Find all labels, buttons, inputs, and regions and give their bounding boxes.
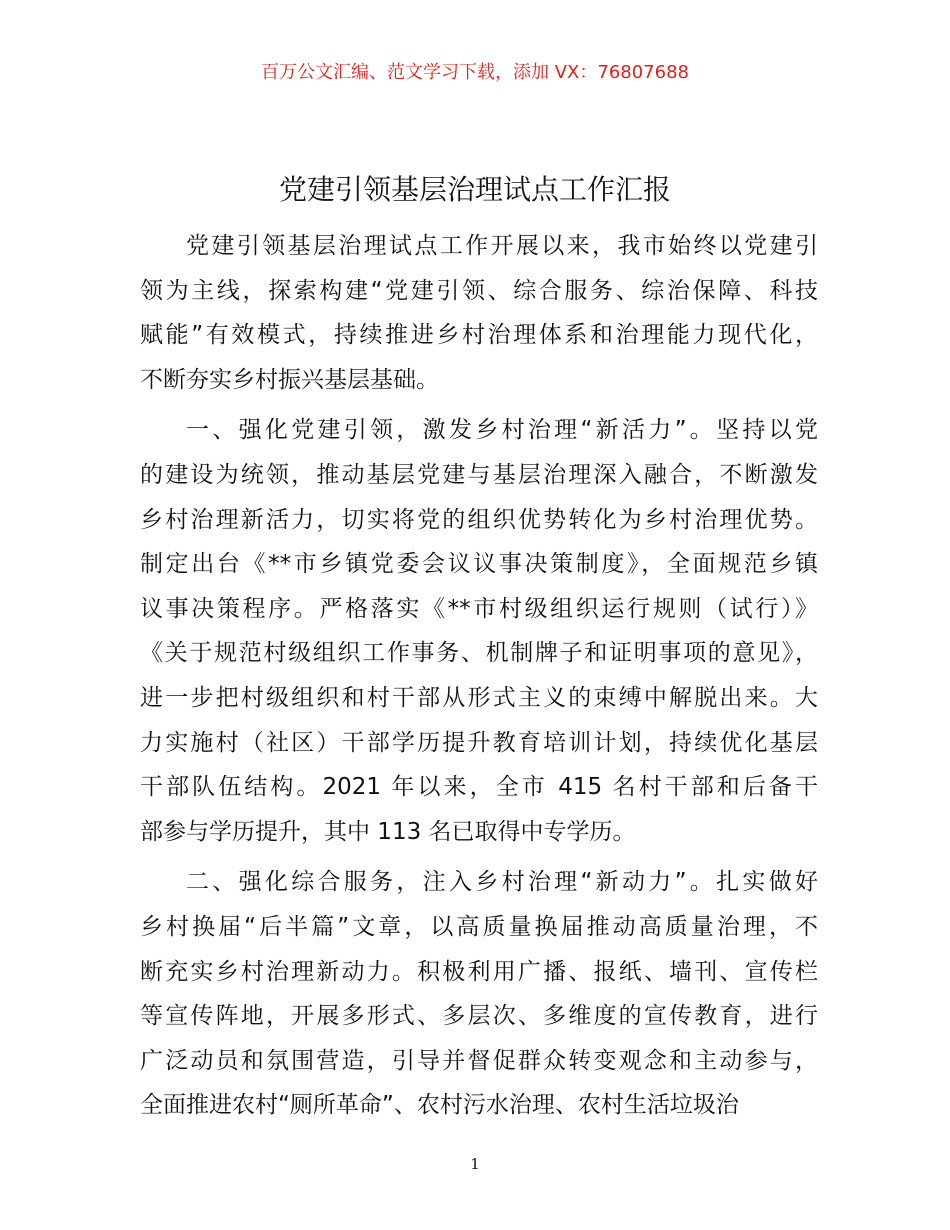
text-line: 干部队伍结构。2021 年以来，全市 415 名村干部和后备干 [140,774,818,801]
document-body [140,224,818,1134]
text-line: 断充实乡村治理新动力。积极利用广播、报纸、墙刊、宣传栏 [140,958,818,985]
text-line: 广泛动员和氛围营造，引导并督促群众转变观念和主动参与， [140,1047,818,1074]
text-line: 全面推进农村“厕所革命”、农村污水治理、农村生活垃圾治 [140,1092,739,1119]
text-line: 《关于规范村级组织工作事务、机制牌子和证明事项的意见》， [140,640,818,667]
text-line: 不断夯实乡村振兴基层基础。 [140,366,439,393]
text-line: 党建引领基层治理试点工作开展以来，我市始终以党建引 [186,233,818,259]
text-line: 乡村治理新活力，切实将党的组织优势转化为乡村治理优势。 [140,506,818,533]
text-line: 议事决策程序。严格落实《**市村级组织运行规则（试行）》 [140,595,818,622]
paragraph [140,224,818,402]
text-line: 进一步把村级组织和村干部从形式主义的束缚中解脱出来。大 [140,684,818,711]
text-line: 制定出台《**市乡镇党委会议议事决策制度》，全面规范乡镇 [140,551,818,578]
text-line: 等宣传阵地，开展多形式、多层次、多维度的宣传教育，进行 [140,1003,818,1030]
text-line: 力实施村（社区）干部学历提升教育培训计划，持续优化基层 [140,729,818,756]
text-line: 赋能”有效模式，持续推进乡村治理体系和治理能力现代化， [140,322,818,349]
text-line: 部参与学历提升，其中 113 名已取得中专学历。 [140,818,636,845]
page-number: 1 [470,1155,480,1173]
text-line: 乡村换届“后半篇”文章，以高质量换届推动高质量治理，不 [140,913,818,940]
text-line: 领为主线，探索构建“党建引领、综合服务、综治保障、科技 [140,277,818,304]
document-title: 党建引领基层治理试点工作汇报 [278,173,671,206]
paragraph [140,860,818,1128]
paragraph [140,408,818,854]
text-line: 一、强化党建引领，激发乡村治理“新活力”。坚持以党 [186,417,818,444]
text-line: 的建设为统领，推动基层党建与基层治理深入融合，不断激发 [140,461,818,488]
watermark-header: 百万公文汇编、范文学习下载，添加 VX：76807688 [261,62,689,83]
text-line: 二、强化综合服务，注入乡村治理“新动力”。扎实做好 [186,869,818,896]
